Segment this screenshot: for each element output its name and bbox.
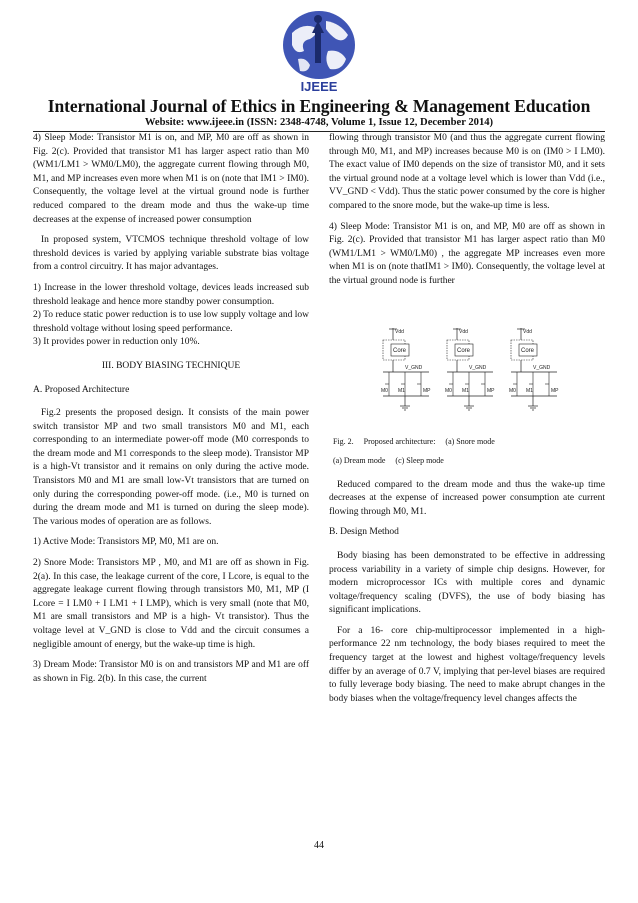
sleep-mode-paragraph: 4) Sleep Mode: Transistor M1 is on, and MP, M0 are off as shown in Fig. 2(c). Provided that transistor M1 has larger aspect ratio than M0 (WM1/LM1 > WM0/LM0), the aggregate current flowing through M0, M1, and MP increases even more when M1 is on (note that IM1 > IM0). Consequently, the voltage level at the virtual ground node is further reduced compared to the dream mode and thus the wake-up time decreases at the expense of increased power consumption [33, 133, 309, 225]
caption-dream: (a) Dream mode [333, 455, 386, 465]
subsection-heading-design-method: B. Design Method [329, 527, 399, 538]
caption-snore: (a) Snore mode [445, 436, 495, 446]
reduced-paragraph: Reduced compared to the dream mode and thus the wake-up time decreases at the expense of increased power consumption ate current flowing through M0, M1. [329, 479, 605, 517]
circuit-diagram [379, 326, 569, 430]
caption-title: Proposed architecture: [363, 436, 436, 446]
caption-label: Fig. 2. [333, 436, 354, 446]
circuit-label-vgnd: V_GND [405, 364, 423, 371]
body-biasing-paragraph: Body biasing has been demonstrated to be effective in addressing process variability in a variety of simple chip designs. However, for modern microprocessor ICs with multiple cores and dynamic voltage/frequency scaling (DVFS), the use of body biasing has significant implications. [329, 550, 605, 616]
dream-mode-continued-paragraph: flowing through transistor M0 (and thus the aggregate current flowing through M0, M1, and MP) increases because M0 is on (IM0 > I LM0). The exact value of IM0 depends on the size of transistor M0, and it sets the virtual ground node at a voltage level which is lower than Vdd (i.e., VV_GND < Vdd). Thus the static power consumed by the core is higher compared to the snore mode, but the wake-up time is less. [329, 133, 605, 211]
architecture-paragraph: Fig.2 presents the proposed design. It consists of the main power switch transistor MP and two small transistors M0 and M1, each corresponding to an intermediate power-off mode (M0 corresponds to the dream mode and M1 corresponds to the sleep mode). Transistor MP is a high-Vt transistor and it remains on only during the active mode. Transistors M0 and M1 are small low-Vt transistors that are turned on only during the corresponding power-off mode. (i.e., M0 is turned on during the dream mode and M1 is turned on during the sleep mode). The various modes of operation are as follows. [33, 408, 309, 527]
right-column [329, 132, 605, 713]
journal-website-line: Website: www.ijeee.in (ISSN: 2348-4748, Volume 1, Issue 12, December 2014) [144, 117, 494, 128]
snore-mode-paragraph: 2) Snore Mode: Transistors MP , M0, and M1 are off as shown in Fig. 2(a). In this case, the leakage current of the core, I Lcore, is equal to the aggregate leakage current flowing through transistors M0, M1, MP (I Lcore = I LM0 + I LM1 + I LMP), which is very small (note that M0, M1 are small transistors and MP is a high- Vt transistor). Thus the voltage level at V_GND is close to Vdd and the circuit consumes a negligible amount of energy, but the wake-up time is high. [33, 558, 309, 650]
advantage-2: 2) To reduce static power reduction is to use low supply voltage and low threshold voltage without losing speed performance. [33, 310, 309, 334]
svg-text:IJEEE: IJEEE [300, 79, 338, 94]
circuit-label-m0: M0 [381, 387, 388, 394]
section-heading-body-biasing: III. BODY BIASING TECHNIQUE [101, 360, 241, 371]
advantage-3: 3) It provides power in reduction only 10%. [33, 337, 200, 348]
figure-caption [329, 436, 605, 448]
figure-2 [329, 296, 605, 436]
dream-mode-paragraph: 3) Dream Mode: Transistor M0 is on and transistors MP and M1 are off as shown in Fig. 2(b). In this case, the current [33, 660, 309, 684]
page-number: 44 [314, 840, 324, 851]
subsection-heading-architecture: A. Proposed Architecture [33, 384, 130, 395]
journal-logo [268, 3, 370, 95]
chip-multiprocessor-paragraph: For a 16- core chip-multiprocessor implemented in a high-performance 22 nm technology, the body biases required to meet the frequency target at the lowest and highest voltage/frequency levels differ by an average of 0.7 V, implying that per-level biases are required to fully leverage body biasing. The need to make abrupt changes in the body biases when the voltage/frequency level changes affects the [329, 625, 605, 704]
figure-caption-line-2 [329, 455, 605, 467]
journal-title: International Journal of Ethics in Engineering & Management Education [47, 96, 591, 116]
circuit-label-core: Core [393, 347, 407, 354]
active-mode-paragraph: 1) Active Mode: Transistors MP, M0, M1 are on. [33, 537, 219, 548]
sleep-mode-paragraph-right: 4) Sleep Mode: Transistor M1 is on, and MP, M0 are off as shown in Fig. 2(c). Provided that transistor M1 has larger aspect ratio than M0 (WM1/LM1 > WM0/LM0) , the aggregate MP increases even more when M1 is on (note thatIM1 > IM0). Consequently, the voltage level at the virtual ground node is further [329, 221, 605, 286]
circuit-label-vdd: Vdd [395, 328, 404, 335]
circuit-label-mp: MP [423, 387, 431, 394]
vtcmos-paragraph: In proposed system, VTCMOS technique threshold voltage of low threshold devices is varied by applying variable substrate bias voltage from a control circuitry. It has major advantages. [33, 235, 309, 273]
left-column [33, 132, 309, 693]
caption-sleep: (c) Sleep mode [395, 455, 444, 465]
advantage-1: 1) Increase in the lower threshold voltage, devices leads increased sub threshold leakage and hence more standby power consumption. [33, 282, 309, 307]
circuit-label-m1: M1 [398, 387, 405, 394]
